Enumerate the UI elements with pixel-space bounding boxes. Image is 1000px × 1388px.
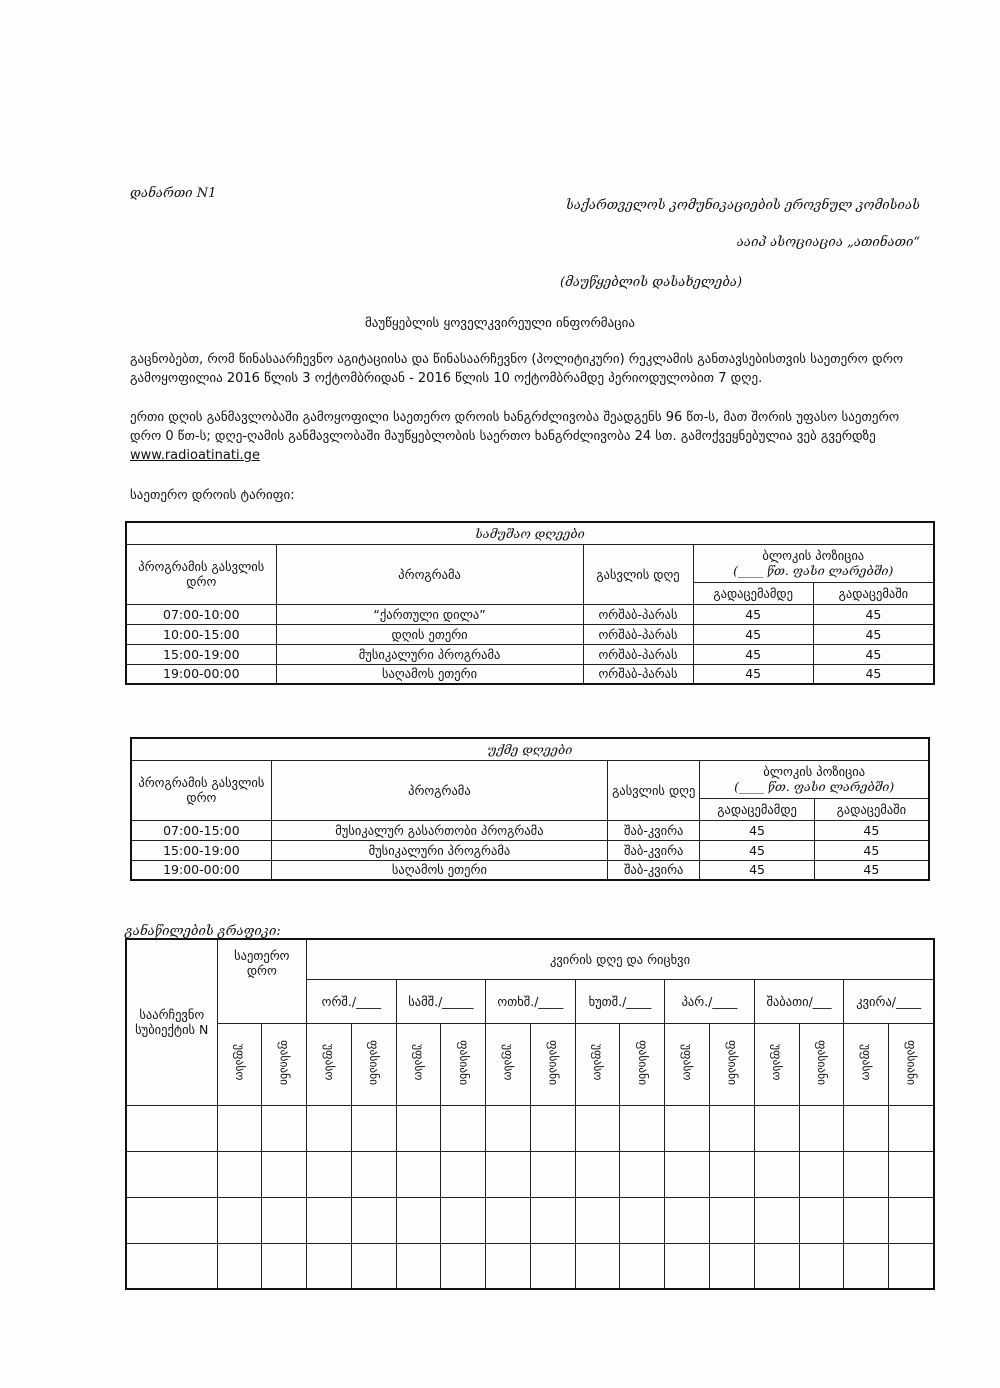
paragraph-airtime-duration [130, 408, 930, 465]
schedule-empty-row [126, 1197, 934, 1243]
cell-during: 45 [813, 624, 934, 644]
table-row [126, 604, 934, 624]
day-header-fri: პარ./____ [665, 979, 755, 1023]
free-label: უფასო [770, 1044, 785, 1081]
block-position-label: ბლოკის პოზიცია [763, 764, 866, 779]
free-label: უფასო [680, 1044, 695, 1081]
table-row [126, 624, 934, 644]
free-label: უფასო [501, 1044, 516, 1081]
schedule-empty-row [126, 1105, 934, 1151]
cell-program: მუსიკალური პროგრამა [276, 644, 583, 664]
weekday-table-caption: სამუშაო დღეები [126, 522, 934, 544]
broadcaster-name: ააიპ ასოციაცია „ათინათი“ [736, 235, 920, 250]
col-header-week: კვირის დღე და რიცხვი [307, 939, 934, 979]
cell-time: 19:00-00:00 [131, 860, 271, 880]
cell-program: მუსიკალურ გასართობი პროგრამა [271, 820, 607, 840]
weekday-tariff-table [125, 521, 935, 685]
addressee: საქართველოს კომუნიკაციების ეროვნულ კომისიას [566, 198, 920, 213]
cell-during: 45 [813, 644, 934, 664]
col-header-time: პროგრამის გასვლის დრო [131, 760, 271, 820]
day-header-tue: სამშ./_____ [396, 979, 486, 1023]
cell-day: ორშაბ-პარას [583, 624, 693, 644]
day-header-mon: ორშ./____ [307, 979, 397, 1023]
cell-before: 45 [700, 820, 814, 840]
broadcaster-name-note: (მაუწყებლის დასახელება) [560, 275, 743, 290]
paid-label: ფასიანი [814, 1039, 829, 1086]
paid-label: ფასიანი [904, 1039, 919, 1086]
cell-during: 45 [814, 840, 929, 860]
free-label: უფასო [232, 1044, 247, 1081]
cell-before: 45 [693, 644, 813, 664]
cell-program: დღის ეთერი [276, 624, 583, 644]
paragraph-duration-text: ერთი დღის განმავლობაში გამოყოფილი საეთერო დროის ხანგრძლივობა შეადგენს 96 წთ-ს, მათ შორის უფასო საეთერო დრო 0 წთ-ს; დღე-ღამის განმავლობაში მაუწყებლობის საერთო ხანგრძლივობა 24 სთ. გამოქვეყნებულია ვებ გვერდზე [130, 410, 900, 444]
website-link[interactable]: www.radioatinati.ge [130, 448, 260, 463]
col-header-time: პროგრამის გასვლის დრო [126, 544, 276, 604]
cell-day: შაბ-კვირა [608, 840, 700, 860]
weekend-table-caption: უქმე დღეები [131, 738, 929, 760]
table-row [126, 644, 934, 664]
schedule-label: განაწილების გრაფიკი: [125, 924, 281, 939]
free-label: უფასო [591, 1044, 606, 1081]
cell-time: 07:00-15:00 [131, 820, 271, 840]
cell-day: ორშაბ-პარას [583, 604, 693, 624]
cell-during: 45 [814, 820, 929, 840]
cell-before: 45 [693, 664, 813, 684]
col-header-day: გასვლის დღე [608, 760, 700, 820]
paid-label: ფასიანი [546, 1039, 561, 1086]
schedule-empty-row [126, 1151, 934, 1197]
day-header-thu: ხუთშ./____ [575, 979, 665, 1023]
free-label: უფასო [859, 1044, 874, 1081]
paid-label: ფასიანი [277, 1039, 292, 1086]
document-title: მაუწყებლის ყოველკვირეული ინფორმაცია [365, 316, 635, 331]
cell-program: “ქართული დილა” [276, 604, 583, 624]
cell-before: 45 [693, 604, 813, 624]
table-row [131, 840, 929, 860]
col-header-program: პროგრამა [271, 760, 607, 820]
col-header-during: გადაცემაში [814, 798, 929, 820]
day-header-wed: ოთხშ./____ [486, 979, 576, 1023]
cell-time: 15:00-19:00 [131, 840, 271, 860]
tariff-label: საეთერო დროის ტარიფი: [130, 488, 295, 503]
cell-time: 07:00-10:00 [126, 604, 276, 624]
distribution-schedule-table [125, 938, 935, 1290]
day-header-sat: შაბათი/___ [754, 979, 844, 1023]
col-header-block [700, 760, 929, 798]
weekend-tariff-table [130, 737, 930, 881]
cell-time: 19:00-00:00 [126, 664, 276, 684]
cell-before: 45 [700, 860, 814, 880]
free-label: უფასო [322, 1044, 337, 1081]
block-price-note: (____ წთ. ფასი ლარებში) [733, 563, 894, 578]
col-header-airtime: საეთერო დრო [217, 939, 307, 1023]
cell-time: 15:00-19:00 [126, 644, 276, 664]
col-header-before: გადაცემამდე [700, 798, 814, 820]
col-header-day: გასვლის დღე [583, 544, 693, 604]
cell-time: 10:00-15:00 [126, 624, 276, 644]
schedule-empty-row [126, 1243, 934, 1289]
cell-before: 45 [700, 840, 814, 860]
paragraph-airtime-period: გაცნობებთ, რომ წინასაარჩევნო აგიტაციისა და წინასაარჩევნო (პოლიტიკური) რეკლამის განთავსებისთვის საეთერო დრო გამოყოფილია 2016 წლის 3 ოქტომბრიდან - 2016 წლის 10 ოქტომბრამდე პერიოდულობით 7 დღე. [130, 352, 904, 386]
paid-label: ფასიანი [635, 1039, 650, 1086]
col-header-before: გადაცემამდე [693, 582, 813, 604]
table-row [126, 664, 934, 684]
cell-day: ორშაბ-პარას [583, 644, 693, 664]
paid-label: ფასიანი [456, 1039, 471, 1086]
paid-label: ფასიანი [725, 1039, 740, 1086]
annex-label: დანართი N1 [130, 186, 217, 201]
col-header-block [693, 544, 934, 582]
cell-program: მუსიკალური პროგრამა [271, 840, 607, 860]
table-row [131, 820, 929, 840]
cell-during: 45 [813, 664, 934, 684]
col-header-subject: საარჩევნო სუბიექტის N [126, 939, 217, 1105]
free-label: უფასო [412, 1044, 426, 1081]
col-header-program: პროგრამა [276, 544, 583, 604]
col-header-during: გადაცემაში [813, 582, 934, 604]
block-price-note: (____ წთ. ფასი ლარებში) [734, 779, 895, 794]
cell-day: შაბ-კვირა [608, 820, 700, 840]
cell-program: საღამოს ეთერი [276, 664, 583, 684]
day-header-sun: კვირა/____ [844, 979, 934, 1023]
block-position-label: ბლოკის პოზიცია [762, 548, 865, 563]
cell-during: 45 [813, 604, 934, 624]
cell-day: შაბ-კვირა [608, 860, 700, 880]
paid-label: ფასიანი [367, 1039, 382, 1086]
cell-program: საღამოს ეთერი [271, 860, 607, 880]
table-row [131, 860, 929, 880]
cell-before: 45 [693, 624, 813, 644]
cell-day: ორშაბ-პარას [583, 664, 693, 684]
cell-during: 45 [814, 860, 929, 880]
